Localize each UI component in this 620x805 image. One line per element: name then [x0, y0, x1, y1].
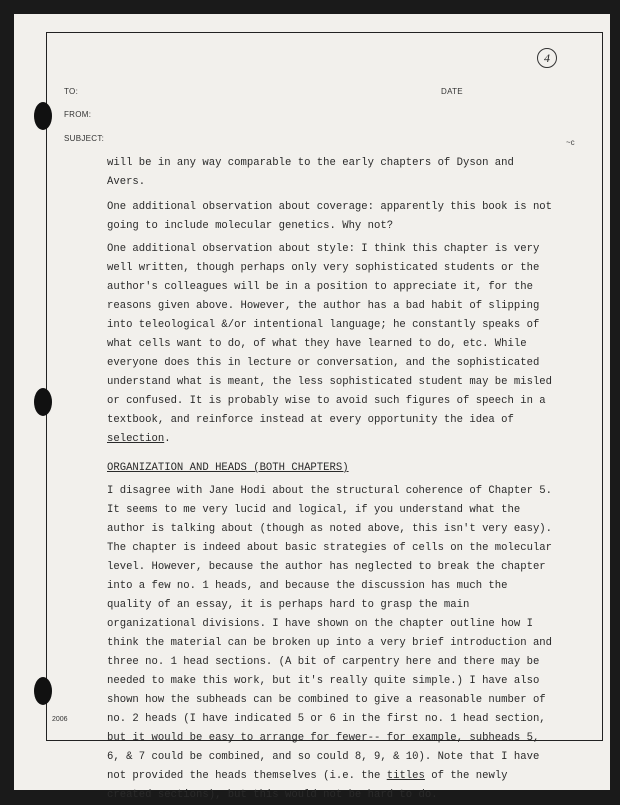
to-label: TO:: [64, 87, 79, 96]
page-number: 4: [537, 48, 557, 68]
punch-hole: [34, 677, 52, 705]
punch-hole: [34, 102, 52, 130]
paragraph-text: of the newly created sections), but this would not be hard to do.: [107, 770, 508, 801]
corner-mark: ~c: [566, 138, 575, 147]
section-heading: ORGANIZATION AND HEADS (BOTH CHAPTERS): [107, 462, 349, 474]
form-number: 2006: [52, 716, 68, 723]
date-label: DATE: [441, 87, 463, 96]
from-label: FROM:: [64, 110, 92, 119]
paragraph: will be in any way comparable to the early chapters of Dyson and Avers.: [107, 157, 514, 188]
subject-label: SUBJECT:: [64, 134, 105, 143]
paragraph: [107, 482, 557, 805]
punch-hole: [34, 388, 52, 416]
underlined-word: selection: [107, 433, 165, 445]
underlined-word: titles: [386, 770, 425, 782]
paragraph: One additional observation about coverage: apparently this book is not going to include molecular genetics. Why not?: [107, 201, 553, 232]
paragraph-text: I disagree with Jane Hodi about the structural coherence of Chapter 5. It seems to me very lucid and logical, if you understand what the author is talking about (though as noted above, this isn't very easy). The chapter is indeed about basic strategies of cells on the molecular level. However, because the author has neglected to break the chapter into a few no. 1 heads, and because the discussion has much the quality of an essay, it is perhaps hard to grasp the main organizational divisions. I have shown on the chapter outline how I think the material can be broken up into a very brief introduction and three no. 1 head sections. (A bit of carpentry here and there may be needed to make this work, but it's really quite simple.) I have also shown how the subheads can be combined to give a reasonable number of no. 2 heads (I have indicated 5 or 6 in the first no. 1 head section, but it would be easy to arrange for fewer-- for example, subheads 5, 6, & 7 could be combined, and so could 8, 9, & 10). Note that I have not provided the heads themselves (i.e. the: [107, 485, 553, 782]
paragraph-text: One additional observation about style: I think this chapter is very well written, though perhaps only very sophisticated students or the author's colleagues will be in a position to appreciate it, for the reasons given above. However, the author has a bad habit of slipping into teleological &/or intentional language; he constantly speaks of what cells want to do, of what they have learned to do, etc. While everyone does this in lecture or conversation, and the sophisticated understand what is meant, the less sophisticated student may be misled or confused. It is probably wise to avoid such figures of speech in a textbook, and reinforce instead at every opportunity the idea of: [107, 243, 553, 426]
paragraph: [107, 240, 557, 449]
memo-body: [107, 154, 557, 805]
paragraph-text: .: [164, 433, 171, 445]
